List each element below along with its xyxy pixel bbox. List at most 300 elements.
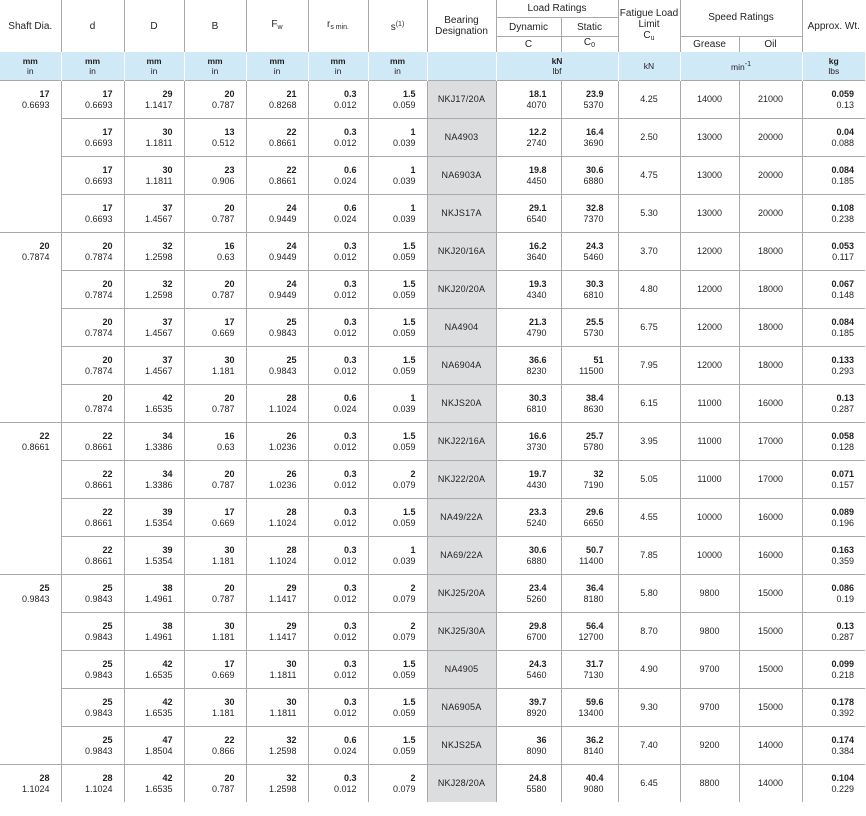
cell-Fw: 22 0.8661 [246,119,308,157]
cell-dynamic-C: 30.6 6880 [496,537,561,575]
cell-shaft-dia [0,651,61,689]
header-row-1 [0,0,865,18]
cell-shaft-dia [0,309,61,347]
table-row [0,119,865,157]
cell-s: 1 0.039 [368,119,427,157]
cell-d: 25 0.9843 [61,727,124,765]
cell-D: 32 1.2598 [124,233,184,271]
cell-static-C0: 32.8 7370 [561,195,618,233]
table-row [0,461,865,499]
cell-speed-oil: 20000 [739,119,802,157]
cell-shaft-dia: 25 0.9843 [0,575,61,613]
cell-dynamic-C: 29.1 6540 [496,195,561,233]
cell-bearing-designation: NA6903A [427,157,496,195]
unit-shaft: mm in [0,52,61,81]
cell-fatigue-Cu: 5.05 [618,461,680,499]
cell-D: 30 1.1811 [124,119,184,157]
cell-bearing-designation: NA69/22A [427,537,496,575]
cell-rs-min: 0.3 0.012 [308,499,368,537]
cell-approx-wt: 0.099 0.218 [802,651,865,689]
cell-B: 30 1.181 [184,613,246,651]
cell-shaft-dia: 17 0.6693 [0,81,61,119]
cell-D: 42 1.6535 [124,651,184,689]
cell-d: 20 0.7874 [61,271,124,309]
cell-d: 17 0.6693 [61,81,124,119]
cell-Fw: 21 0.8268 [246,81,308,119]
cell-fatigue-Cu: 4.75 [618,157,680,195]
header-C: C [496,36,561,52]
cell-D: 38 1.4961 [124,613,184,651]
header-fatigue-load-limit: Fatigue Load Limit $C_u$ [618,0,680,52]
cell-d: 25 0.9843 [61,613,124,651]
cell-dynamic-C: 36.6 8230 [496,347,561,385]
cell-shaft-dia: 28 1.1024 [0,765,61,803]
cell-speed-grease: 12000 [680,347,739,385]
cell-D: 34 1.3386 [124,423,184,461]
cell-Fw: 29 1.1417 [246,575,308,613]
table-row [0,81,865,119]
cell-D: 37 1.4567 [124,347,184,385]
cell-s: 1 0.039 [368,385,427,423]
cell-fatigue-Cu: 2.50 [618,119,680,157]
cell-static-C0: 36.2 8140 [561,727,618,765]
cell-shaft-dia [0,461,61,499]
cell-speed-oil: 20000 [739,195,802,233]
cell-s: 1.5 0.059 [368,271,427,309]
cell-approx-wt: 0.104 0.229 [802,765,865,803]
cell-bearing-designation: NKJ22/20A [427,461,496,499]
cell-rs-min: 0.6 0.024 [308,195,368,233]
cell-B: 20 0.787 [184,385,246,423]
cell-speed-grease: 9800 [680,613,739,651]
cell-Fw: 28 1.1024 [246,499,308,537]
cell-speed-grease: 11000 [680,385,739,423]
cell-speed-oil: 14000 [739,765,802,803]
cell-B: 17 0.669 [184,499,246,537]
cell-s: 1.5 0.059 [368,233,427,271]
cell-shaft-dia [0,727,61,765]
header-d: d [61,0,124,52]
cell-dynamic-C: 36 8090 [496,727,561,765]
cell-bearing-designation: NKJ22/16A [427,423,496,461]
cell-dynamic-C: 23.3 5240 [496,499,561,537]
unit-B: mm in [184,52,246,81]
cell-bearing-designation: NA49/22A [427,499,496,537]
cell-bearing-designation: NKJ20/16A [427,233,496,271]
header-oil: Oil [739,36,802,52]
cell-s: 1.5 0.059 [368,651,427,689]
table-row [0,537,865,575]
cell-rs-min: 0.3 0.012 [308,461,368,499]
cell-dynamic-C: 19.8 4450 [496,157,561,195]
cell-fatigue-Cu: 4.55 [618,499,680,537]
table-row [0,347,865,385]
cell-D: 37 1.4567 [124,309,184,347]
cell-dynamic-C: 19.3 4340 [496,271,561,309]
cell-rs-min: 0.3 0.012 [308,613,368,651]
cell-s: 1.5 0.059 [368,499,427,537]
cell-rs-min: 0.3 0.012 [308,119,368,157]
cell-speed-grease: 13000 [680,195,739,233]
cell-approx-wt: 0.178 0.392 [802,689,865,727]
cell-D: 42 1.6535 [124,765,184,803]
cell-fatigue-Cu: 4.80 [618,271,680,309]
cell-rs-min: 0.3 0.012 [308,651,368,689]
cell-approx-wt: 0.163 0.359 [802,537,865,575]
cell-s: 1.5 0.059 [368,347,427,385]
cell-B: 23 0.906 [184,157,246,195]
cell-D: 38 1.4961 [124,575,184,613]
cell-B: 30 1.181 [184,537,246,575]
cell-Fw: 25 0.9843 [246,347,308,385]
cell-static-C0: 24.3 5460 [561,233,618,271]
cell-speed-grease: 9700 [680,689,739,727]
table-row [0,499,865,537]
cell-bearing-designation: NKJ25/30A [427,613,496,651]
cell-fatigue-Cu: 3.95 [618,423,680,461]
cell-speed-oil: 15000 [739,689,802,727]
cell-B: 13 0.512 [184,119,246,157]
cell-shaft-dia [0,271,61,309]
cell-s: 1.5 0.059 [368,423,427,461]
cell-approx-wt: 0.084 0.185 [802,309,865,347]
unit-load: kN lbf [496,52,618,81]
cell-s: 1 0.039 [368,195,427,233]
cell-approx-wt: 0.108 0.238 [802,195,865,233]
cell-B: 20 0.787 [184,81,246,119]
cell-shaft-dia [0,119,61,157]
cell-d: 17 0.6693 [61,195,124,233]
cell-speed-grease: 9700 [680,651,739,689]
cell-fatigue-Cu: 6.75 [618,309,680,347]
unit-fatigue: kN [618,52,680,81]
unit-weight: kg lbs [802,52,865,81]
table-row [0,651,865,689]
cell-D: 29 1.1417 [124,81,184,119]
header-load-ratings: Load Ratings [496,0,618,18]
cell-Fw: 24 0.9449 [246,195,308,233]
header-B: B [184,0,246,52]
cell-static-C0: 25.5 5730 [561,309,618,347]
cell-speed-grease: 10000 [680,537,739,575]
cell-B: 30 1.181 [184,347,246,385]
cell-fatigue-Cu: 5.80 [618,575,680,613]
cell-rs-min: 0.3 0.012 [308,765,368,803]
cell-shaft-dia [0,195,61,233]
cell-bearing-designation: NKJ20/20A [427,271,496,309]
cell-static-C0: 51 11500 [561,347,618,385]
cell-Fw: 32 1.2598 [246,765,308,803]
cell-shaft-dia [0,157,61,195]
cell-Fw: 22 0.8661 [246,157,308,195]
cell-Fw: 30 1.1811 [246,651,308,689]
cell-rs-min: 0.6 0.024 [308,727,368,765]
cell-bearing-designation: NKJS17A [427,195,496,233]
cell-D: 32 1.2598 [124,271,184,309]
cell-bearing-designation: NA6904A [427,347,496,385]
cell-rs-min: 0.3 0.012 [308,689,368,727]
cell-static-C0: 56.4 12700 [561,613,618,651]
cell-Fw: 28 1.1024 [246,385,308,423]
cell-fatigue-Cu: 7.85 [618,537,680,575]
cell-shaft-dia [0,689,61,727]
cell-Fw: 26 1.0236 [246,461,308,499]
cell-B: 20 0.787 [184,195,246,233]
table-row [0,195,865,233]
header-shaft-dia: Shaft Dia. [0,0,61,52]
cell-d: 17 0.6693 [61,119,124,157]
cell-shaft-dia [0,347,61,385]
table-row [0,385,865,423]
cell-dynamic-C: 21.3 4790 [496,309,561,347]
cell-B: 20 0.787 [184,575,246,613]
cell-bearing-designation: NKJ25/20A [427,575,496,613]
cell-static-C0: 31.7 7130 [561,651,618,689]
cell-speed-grease: 14000 [680,81,739,119]
unit-d: mm in [61,52,124,81]
cell-d: 28 1.1024 [61,765,124,803]
cell-d: 20 0.7874 [61,347,124,385]
cell-fatigue-Cu: 6.15 [618,385,680,423]
cell-speed-oil: 18000 [739,309,802,347]
cell-B: 16 0.63 [184,423,246,461]
cell-s: 2 0.079 [368,575,427,613]
cell-fatigue-Cu: 8.70 [618,613,680,651]
cell-rs-min: 0.3 0.012 [308,309,368,347]
cell-fatigue-Cu: 7.40 [618,727,680,765]
table-row [0,613,865,651]
cell-s: 1 0.039 [368,537,427,575]
cell-fatigue-Cu: 9.30 [618,689,680,727]
cell-static-C0: 50.7 11400 [561,537,618,575]
cell-fatigue-Cu: 5.30 [618,195,680,233]
cell-rs-min: 0.3 0.012 [308,537,368,575]
cell-dynamic-C: 24.8 5580 [496,765,561,803]
header-s: $s^{(1)}$ [368,0,427,52]
cell-approx-wt: 0.04 0.088 [802,119,865,157]
cell-speed-oil: 16000 [739,385,802,423]
cell-speed-oil: 21000 [739,81,802,119]
cell-fatigue-Cu: 3.70 [618,233,680,271]
cell-B: 16 0.63 [184,233,246,271]
cell-s: 2 0.079 [368,765,427,803]
cell-Fw: 24 0.9449 [246,233,308,271]
cell-dynamic-C: 39.7 8920 [496,689,561,727]
cell-D: 39 1.5354 [124,499,184,537]
cell-d: 17 0.6693 [61,157,124,195]
cell-approx-wt: 0.059 0.13 [802,81,865,119]
units-row [0,52,865,81]
cell-bearing-designation: NKJ17/20A [427,81,496,119]
cell-D: 34 1.3386 [124,461,184,499]
cell-bearing-designation: NKJS20A [427,385,496,423]
cell-d: 20 0.7874 [61,385,124,423]
unit-D: mm in [124,52,184,81]
cell-speed-oil: 18000 [739,347,802,385]
cell-static-C0: 30.6 6880 [561,157,618,195]
cell-s: 1.5 0.059 [368,689,427,727]
cell-approx-wt: 0.086 0.19 [802,575,865,613]
cell-speed-oil: 18000 [739,233,802,271]
cell-speed-oil: 15000 [739,651,802,689]
cell-B: 30 1.181 [184,689,246,727]
cell-D: 39 1.5354 [124,537,184,575]
cell-dynamic-C: 19.7 4430 [496,461,561,499]
cell-shaft-dia: 22 0.8661 [0,423,61,461]
table-row [0,727,865,765]
cell-dynamic-C: 29.8 6700 [496,613,561,651]
cell-rs-min: 0.6 0.024 [308,385,368,423]
cell-static-C0: 16.4 3690 [561,119,618,157]
cell-approx-wt: 0.053 0.117 [802,233,865,271]
cell-rs-min: 0.3 0.012 [308,233,368,271]
cell-B: 22 0.866 [184,727,246,765]
header-grease: Grease [680,36,739,52]
cell-rs-min: 0.3 0.012 [308,423,368,461]
table-row [0,309,865,347]
table-row [0,689,865,727]
cell-d: 22 0.8661 [61,499,124,537]
cell-bearing-designation: NKJS25A [427,727,496,765]
cell-rs-min: 0.3 0.012 [308,271,368,309]
cell-dynamic-C: 18.1 4070 [496,81,561,119]
unit-designation [427,52,496,81]
cell-fatigue-Cu: 7.95 [618,347,680,385]
cell-shaft-dia [0,385,61,423]
cell-dynamic-C: 30.3 6810 [496,385,561,423]
cell-s: 1 0.039 [368,157,427,195]
cell-static-C0: 40.4 9080 [561,765,618,803]
cell-speed-grease: 11000 [680,423,739,461]
cell-speed-oil: 20000 [739,157,802,195]
cell-static-C0: 30.3 6810 [561,271,618,309]
cell-D: 37 1.4567 [124,195,184,233]
cell-speed-oil: 17000 [739,423,802,461]
cell-static-C0: 36.4 8180 [561,575,618,613]
cell-dynamic-C: 16.2 3640 [496,233,561,271]
table-row [0,271,865,309]
cell-speed-oil: 17000 [739,461,802,499]
cell-approx-wt: 0.13 0.287 [802,613,865,651]
cell-B: 20 0.787 [184,461,246,499]
cell-speed-oil: 18000 [739,271,802,309]
cell-s: 1.5 0.059 [368,309,427,347]
cell-fatigue-Cu: 4.90 [618,651,680,689]
cell-D: 42 1.6535 [124,385,184,423]
table-row [0,423,865,461]
cell-dynamic-C: 12.2 2740 [496,119,561,157]
cell-B: 20 0.787 [184,271,246,309]
cell-static-C0: 23.9 5370 [561,81,618,119]
cell-static-C0: 25.7 5780 [561,423,618,461]
cell-approx-wt: 0.084 0.185 [802,157,865,195]
table-row [0,765,865,803]
cell-static-C0: 38.4 8630 [561,385,618,423]
cell-d: 20 0.7874 [61,309,124,347]
cell-approx-wt: 0.071 0.157 [802,461,865,499]
cell-Fw: 26 1.0236 [246,423,308,461]
cell-speed-grease: 10000 [680,499,739,537]
header-bearing-designation: Bearing Designation [427,0,496,52]
cell-speed-grease: 8800 [680,765,739,803]
cell-static-C0: 29.6 6650 [561,499,618,537]
cell-d: 25 0.9843 [61,651,124,689]
cell-speed-grease: 9200 [680,727,739,765]
cell-speed-grease: 12000 [680,309,739,347]
header-speed-ratings: Speed Ratings [680,0,802,36]
table-row [0,157,865,195]
cell-speed-oil: 16000 [739,537,802,575]
cell-B: 17 0.669 [184,309,246,347]
cell-d: 25 0.9843 [61,689,124,727]
cell-Fw: 30 1.1811 [246,689,308,727]
cell-dynamic-C: 16.6 3730 [496,423,561,461]
cell-Fw: 24 0.9449 [246,271,308,309]
cell-speed-oil: 15000 [739,575,802,613]
cell-dynamic-C: 24.3 5460 [496,651,561,689]
unit-speed: $\min^{-1}$ [680,52,802,81]
cell-s: 2 0.079 [368,461,427,499]
cell-approx-wt: 0.067 0.148 [802,271,865,309]
cell-shaft-dia [0,537,61,575]
cell-speed-grease: 12000 [680,271,739,309]
table-row [0,575,865,613]
unit-s: mm in [368,52,427,81]
cell-rs-min: 0.3 0.012 [308,81,368,119]
cell-B: 20 0.787 [184,765,246,803]
cell-speed-grease: 11000 [680,461,739,499]
cell-approx-wt: 0.089 0.196 [802,499,865,537]
cell-s: 2 0.079 [368,613,427,651]
table-body [0,81,865,803]
cell-D: 47 1.8504 [124,727,184,765]
cell-Fw: 28 1.1024 [246,537,308,575]
cell-shaft-dia [0,499,61,537]
header-C0: $C_0$ [561,36,618,52]
cell-rs-min: 0.3 0.012 [308,347,368,385]
table-row [0,233,865,271]
cell-speed-oil: 14000 [739,727,802,765]
cell-speed-grease: 9800 [680,575,739,613]
cell-d: 20 0.7874 [61,233,124,271]
cell-approx-wt: 0.174 0.384 [802,727,865,765]
header-Fw: $F_w$ [246,0,308,52]
header-D: D [124,0,184,52]
cell-shaft-dia [0,613,61,651]
cell-d: 22 0.8661 [61,461,124,499]
cell-Fw: 25 0.9843 [246,309,308,347]
cell-D: 42 1.6535 [124,689,184,727]
cell-speed-oil: 16000 [739,499,802,537]
cell-static-C0: 32 7190 [561,461,618,499]
cell-s: 1.5 0.059 [368,727,427,765]
cell-D: 30 1.1811 [124,157,184,195]
cell-approx-wt: 0.13 0.287 [802,385,865,423]
cell-d: 25 0.9843 [61,575,124,613]
cell-bearing-designation: NA6905A [427,689,496,727]
cell-B: 17 0.669 [184,651,246,689]
cell-approx-wt: 0.133 0.293 [802,347,865,385]
cell-bearing-designation: NA4905 [427,651,496,689]
cell-fatigue-Cu: 6.45 [618,765,680,803]
cell-speed-oil: 15000 [739,613,802,651]
cell-s: 1.5 0.059 [368,81,427,119]
cell-d: 22 0.8661 [61,423,124,461]
cell-bearing-designation: NA4904 [427,309,496,347]
cell-speed-grease: 13000 [680,119,739,157]
cell-d: 22 0.8661 [61,537,124,575]
cell-bearing-designation: NKJ28/20A [427,765,496,803]
